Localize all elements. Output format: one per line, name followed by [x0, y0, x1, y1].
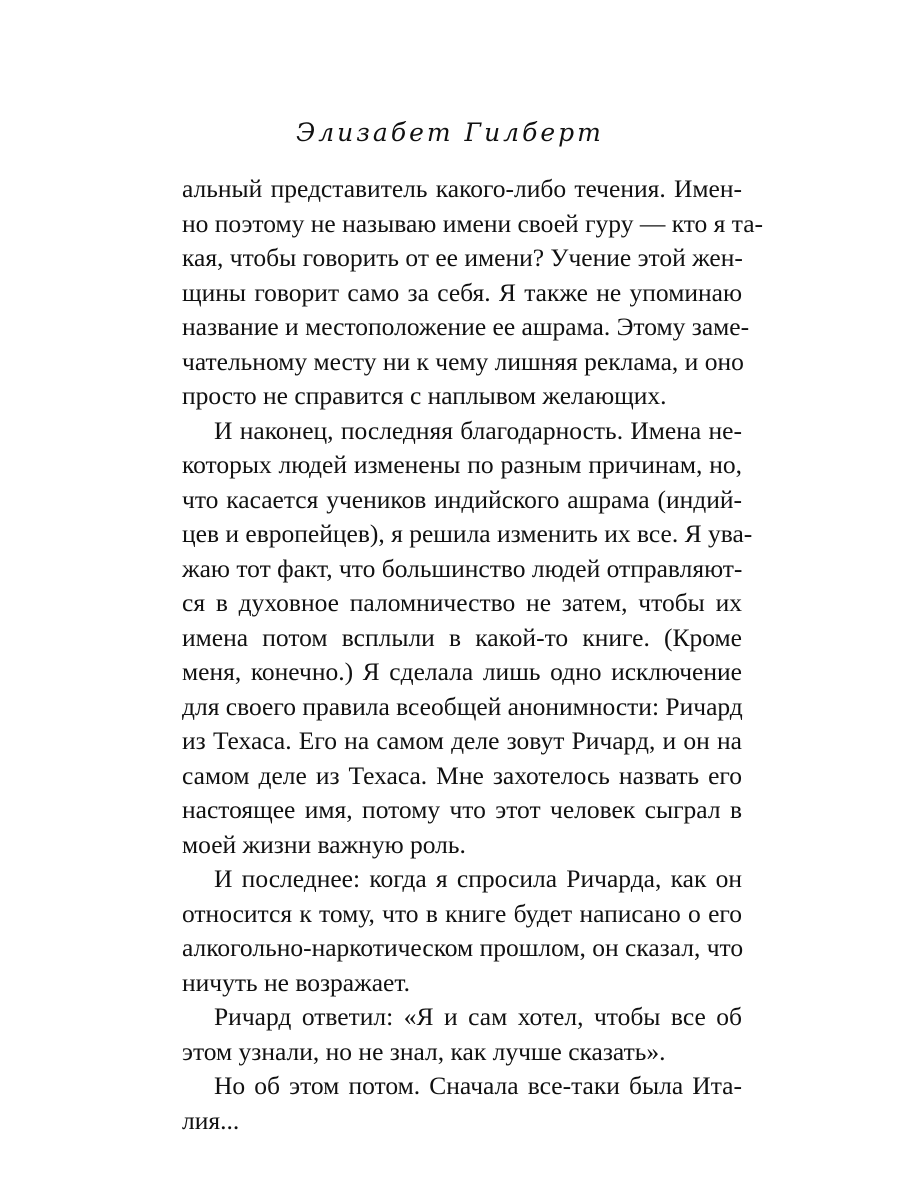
text-line: алкогольно-наркотическом прошлом, он сказал, что	[182, 933, 744, 962]
text-line: кая, чтобы говорить от ее имени? Учение этой жен-	[182, 243, 743, 272]
text-line: из Техаса. Его на самом деле зовут Ричард, и он на	[182, 726, 742, 755]
text-line: ся в духовное паломничество не затем, чтобы их	[182, 588, 742, 617]
paragraph-5	[182, 1069, 742, 1138]
text-line: самом деле из Техаса. Мне захотелось назвать его	[182, 760, 742, 790]
paragraph-1	[182, 172, 764, 414]
text-line: настоящее имя, потому что этот человек сыграл в	[182, 795, 742, 824]
text-line: жаю тот факт, что большинство людей отправляют-	[182, 553, 743, 583]
text-line: просто не справится с наплывом желающих.	[182, 381, 667, 410]
text-line: меня, конечно.) Я сделала лишь одно исключение	[182, 657, 742, 686]
text-line: но поэтому не называю имени своей гуру — кто я та-	[182, 208, 764, 238]
text-line: название и местоположение ее ашрама. Этому заме-	[182, 312, 750, 341]
text-line: имена потом всплыли в какой-то книге. (Кроме	[182, 622, 742, 652]
text-line: цев и европейцев), я решила изменить их все. Я ува-	[182, 519, 753, 548]
text-line: для своего правила всеобщей анонимности: Ричард	[182, 691, 743, 721]
text-line: моей жизни важную роль.	[182, 829, 466, 859]
text-line: И наконец, последняя благодарность. Имена не-	[214, 415, 742, 445]
text-line: которых людей изменены по разным причинам, но,	[182, 450, 742, 479]
text-line: чательному месту ни к чему лишняя реклама, и оно	[182, 346, 744, 376]
paragraph-4	[182, 1000, 742, 1069]
text-line: что касается учеников индийского ашрама (индий-	[182, 484, 742, 514]
text-line: альный представитель какого-либо течения. Имен-	[182, 174, 742, 203]
paragraph-3	[182, 862, 742, 1000]
text-line: Ричард ответил: «Я и сам хотел, чтобы все об	[214, 1002, 742, 1031]
text-line: этом узнали, но не знал, как лучше сказать».	[182, 1036, 666, 1066]
paragraph-2	[182, 414, 753, 863]
text-line: ничуть не возражает.	[182, 967, 410, 997]
text-line: И последнее: когда я спросила Ричарда, как он	[214, 864, 742, 893]
text-line: относится к тому, что в книге будет написано о его	[182, 898, 742, 928]
running-head-author: Элизабет Гилберт	[296, 118, 604, 147]
text-line: Но об этом потом. Сначала все-таки была Ита-	[214, 1071, 742, 1100]
body-text	[182, 172, 764, 1138]
text-line: лия...	[182, 1105, 240, 1135]
text-line: щины говорит само за себя. Я также не упоминаю	[182, 277, 742, 307]
